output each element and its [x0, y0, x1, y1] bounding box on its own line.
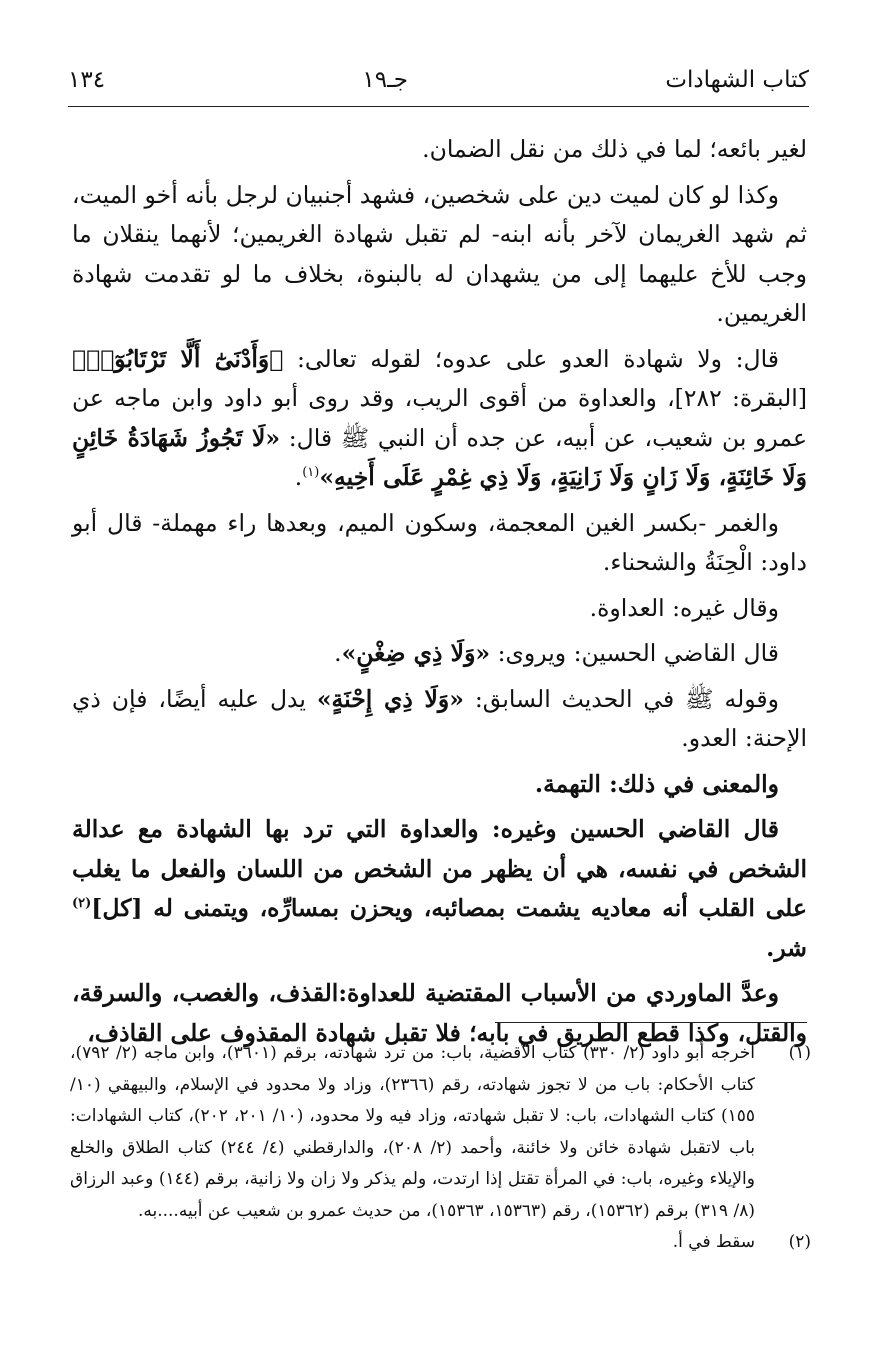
- footnote-item: [70, 1038, 811, 1227]
- footnote-text: سقط في أ.: [672, 1232, 755, 1252]
- paragraph-3-body: [البقرة: ٢٨٢]، والعداوة من أقوى الريب، وقد روى أبو داود وابن ماجه عن عمرو بن شعيب، عن أبيه، عن جده أن النبي ﷺ قال:: [72, 384, 807, 452]
- hadith-ihna: «وَلَا ذِي إِحْنَةٍ»: [316, 684, 464, 713]
- footnote-ref-1: (١): [302, 465, 320, 481]
- footnote-ref-2: (٢): [72, 896, 92, 912]
- paragraph-5: وقال غيره: العداوة.: [589, 593, 779, 622]
- page-number: ١٣٤: [68, 67, 106, 93]
- quran-quote: ﴿وَأَدْنَىٰٓ أَلَّا تَرْتَابُوٓا۟﴾: [72, 344, 284, 373]
- paragraph-3-intro: قال: ولا شهادة العدو على عدوه؛ لقوله تعالى:: [296, 344, 779, 373]
- paragraph-7-body: يدل عليه أيضًا، فإن ذي الإحنة: العدو.: [72, 684, 807, 752]
- paragraph-3-end: .: [294, 463, 303, 491]
- paragraph-3: [72, 340, 807, 498]
- paragraph-7-intro: وقوله ﷺ في الحديث السابق:: [474, 684, 779, 713]
- paragraph-6-end: .: [334, 639, 342, 667]
- paragraph-7: [72, 680, 807, 759]
- paragraph-8: والمعنى في ذلك: التهمة.: [534, 769, 779, 798]
- paragraph-10: وعدَّ الماوردي من الأسباب المقتضية للعداوة:القذف، والغصب، والسرقة، والقتل، وكذا قطع الطريق في بابه؛ فلا تقبل شهادة المقذوف على القاذف،: [72, 979, 807, 1047]
- volume-label: جـ١٩: [362, 67, 409, 93]
- running-header: [68, 60, 809, 100]
- paragraph-9-body: قال القاضي الحسين وغيره: والعداوة التي ترد بها الشهادة مع عدالة الشخص في نفسه، هي أن يظهر من الشخص من اللسان والفعل ما يغلب على القلب أنه معاديه يشمت بمصائبه، ويحزن بمسارِّه، ويتمنى له [كل]: [72, 815, 807, 922]
- footnote-item: [70, 1227, 811, 1259]
- paragraph-9: [72, 810, 807, 968]
- hadith-variant: «وَلَا ذِي ضِغْنٍ»: [341, 639, 491, 667]
- footnote-divider: [495, 1022, 807, 1023]
- chapter-title: كتاب الشهادات: [665, 67, 809, 93]
- hadith-quote: «لَا تَجُوزُ شَهَادَةُ خَائِنٍ وَلَا خَائِنَةٍ، وَلَا زَانٍ وَلَا زَانِيَةٍ، وَلَا ذِي غِمْرٍ عَلَى أَخِيهِ»: [72, 423, 807, 491]
- main-text: [72, 130, 807, 1059]
- footnote-text: أخرجه أبو داود (٢/ ٣٣٠) كتاب الأقضية، باب: من ترد شهادته، برقم (٣٦٠١)، وابن ماجه (٢/ ٧٩٢)، كتاب الأحكام: باب من لا تجوز شهادته، رقم (٢٣٦٦)، وزاد ولا محدود في الإسلام، والبيهقي (١٠/ ١٥٥) كتاب الشهادات، باب: لا تقبل شهادته، وزاد فيه ولا محدود، (١٠/ ٢٠١، ٢٠٢)، كتاب الشهادات: باب لاتقبل شهادة خائن ولا خائنة، وأحمد (٢/ ٢٠٨)، والدارقطني (٤/ ٢٤٤) كتاب الطلاق والخلع والإيلاء وغيره، باب: في المرأة تقتل إذا ارتدت، ولم يذكر ولا زان ولا زانية، برقم (١٤٤) وعبد الرزاق (٨/ ٣١٩) برقم (١٥٣٦٢)، رقم (١٥٣٦٣، ١٥٣٦٣)، من حديث عمرو بن شعيب عن أبيه....به.: [70, 1043, 756, 1221]
- footnote-number: (١): [788, 1043, 811, 1063]
- paragraph-6: [72, 634, 807, 674]
- paragraph-2: وكذا لو كان لميت دين على شخصين، فشهد أجنبيان لرجل بأنه أخو الميت، ثم شهد الغريمان لآخر بأنه ابنه- لم تقبل شهادة الغريمين؛ لأنهما ينقلان ما وجب للأخ عليهما إلى من يشهدان له بالبنوة، بخلاف ما لو تقدمت شهادة الغريمين.: [72, 180, 807, 327]
- paragraph-1: لغير بائعه؛ لما في ذلك من نقل الضمان.: [422, 135, 807, 163]
- paragraph-4: والغمر -بكسر الغين المعجمة، وسكون الميم، وبعدها راء مهملة- قال أبو داود: الْحِنَةُ والشحناء.: [72, 508, 807, 576]
- footnote-number: (٢): [788, 1232, 811, 1252]
- header-divider: [68, 106, 809, 107]
- paragraph-6-intro: قال القاضي الحسين: ويروى:: [497, 639, 779, 667]
- paragraph-9-end: شر.: [766, 933, 807, 962]
- footnotes: [70, 1038, 811, 1259]
